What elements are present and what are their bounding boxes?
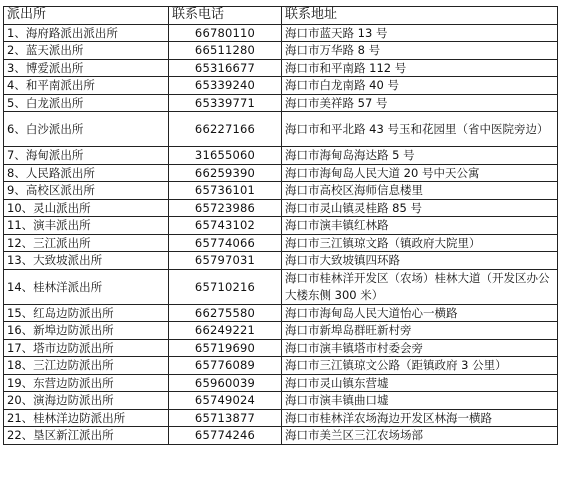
phone-number: 65774246 xyxy=(169,427,282,445)
station-address: 海口市蓝天路 13 号 xyxy=(282,24,558,42)
station-name: 18、三江边防派出所 xyxy=(4,357,169,375)
phone-number: 65316677 xyxy=(169,59,282,77)
station-address: 海口市万华路 8 号 xyxy=(282,42,558,60)
phone-number: 65774066 xyxy=(169,234,282,252)
phone-number: 66780110 xyxy=(169,24,282,42)
table-row xyxy=(4,112,558,147)
table-row xyxy=(4,252,558,270)
phone-number: 65723986 xyxy=(169,199,282,217)
phone-number: 65719690 xyxy=(169,339,282,357)
phone-number: 65339771 xyxy=(169,94,282,112)
phone-number: 65339240 xyxy=(169,77,282,95)
table-row xyxy=(4,42,558,60)
table-row xyxy=(4,374,558,392)
station-name: 9、高校区派出所 xyxy=(4,182,169,200)
station-name: 21、桂林洋边防派出所 xyxy=(4,409,169,427)
station-address: 海口市演丰镇塔市村委会旁 xyxy=(282,339,558,357)
table-row xyxy=(4,199,558,217)
station-address: 海口市三江镇琼文路（镇政府大院里） xyxy=(282,234,558,252)
phone-number: 65797031 xyxy=(169,252,282,270)
table-row xyxy=(4,304,558,322)
phone-number: 66259390 xyxy=(169,164,282,182)
table-row xyxy=(4,147,558,165)
table-row xyxy=(4,269,558,304)
table-row xyxy=(4,24,558,42)
phone-number: 66275580 xyxy=(169,304,282,322)
table-row xyxy=(4,322,558,340)
station-name: 17、塔市边防派出所 xyxy=(4,339,169,357)
station-name: 20、演海边防派出所 xyxy=(4,392,169,410)
header-row xyxy=(4,7,558,25)
table-row xyxy=(4,59,558,77)
station-address: 海口市新埠岛群旺新村旁 xyxy=(282,322,558,340)
phone-number: 65736101 xyxy=(169,182,282,200)
station-address: 海口市桂林洋开发区（农场）桂林大道（开发区办公大楼东侧 300 米） xyxy=(282,269,558,304)
station-address: 海口市海甸岛人民大道 20 号中天公寓 xyxy=(282,164,558,182)
phone-number: 65776089 xyxy=(169,357,282,375)
phone-number: 65749024 xyxy=(169,392,282,410)
table-row xyxy=(4,77,558,95)
table-row xyxy=(4,182,558,200)
phone-number: 31655060 xyxy=(169,147,282,165)
table-row xyxy=(4,392,558,410)
station-name: 15、红岛边防派出所 xyxy=(4,304,169,322)
header-address: 联系地址 xyxy=(282,7,558,25)
station-address: 海口市桂林洋农场海边开发区林海一横路 xyxy=(282,409,558,427)
station-name: 5、白龙派出所 xyxy=(4,94,169,112)
station-name: 11、演丰派出所 xyxy=(4,217,169,235)
table-row xyxy=(4,339,558,357)
station-address: 海口市海甸岛人民大道怡心一横路 xyxy=(282,304,558,322)
station-address: 海口市灵山镇灵桂路 85 号 xyxy=(282,199,558,217)
station-address: 海口市美兰区三江农场场部 xyxy=(282,427,558,445)
station-address: 海口市演丰镇红林路 xyxy=(282,217,558,235)
station-name: 22、垦区新江派出所 xyxy=(4,427,169,445)
table-row xyxy=(4,409,558,427)
phone-number: 65713877 xyxy=(169,409,282,427)
station-name: 2、蓝天派出所 xyxy=(4,42,169,60)
phone-number: 66249221 xyxy=(169,322,282,340)
police-station-table xyxy=(3,6,558,445)
table-row xyxy=(4,217,558,235)
phone-number: 65743102 xyxy=(169,217,282,235)
station-name: 1、海府路派出派出所 xyxy=(4,24,169,42)
table-row xyxy=(4,357,558,375)
station-address: 海口市和平南路 112 号 xyxy=(282,59,558,77)
phone-number: 65960039 xyxy=(169,374,282,392)
station-name: 14、桂林洋派出所 xyxy=(4,269,169,304)
station-name: 10、灵山派出所 xyxy=(4,199,169,217)
header-phone: 联系电话 xyxy=(169,7,282,25)
station-address: 海口市美祥路 57 号 xyxy=(282,94,558,112)
table-row xyxy=(4,234,558,252)
station-address: 海口市和平北路 43 号玉和花园里（省中医院旁边） xyxy=(282,112,558,147)
phone-number: 65710216 xyxy=(169,269,282,304)
station-address: 海口市高校区海师信息楼里 xyxy=(282,182,558,200)
station-name: 8、人民路派出所 xyxy=(4,164,169,182)
table-row xyxy=(4,427,558,445)
station-address: 海口市三江镇琼文公路（距镇政府 3 公里） xyxy=(282,357,558,375)
station-name: 7、海甸派出所 xyxy=(4,147,169,165)
station-name: 12、三江派出所 xyxy=(4,234,169,252)
station-name: 4、和平南派出所 xyxy=(4,77,169,95)
phone-number: 66511280 xyxy=(169,42,282,60)
table-row xyxy=(4,164,558,182)
station-address: 海口市海甸岛海达路 5 号 xyxy=(282,147,558,165)
table-row xyxy=(4,94,558,112)
header-station: 派出所 xyxy=(4,7,169,25)
station-address: 海口市灵山镇东营墟 xyxy=(282,374,558,392)
phone-number: 66227166 xyxy=(169,112,282,147)
station-address: 海口市演丰镇曲口墟 xyxy=(282,392,558,410)
station-name: 3、博爱派出所 xyxy=(4,59,169,77)
station-name: 6、白沙派出所 xyxy=(4,112,169,147)
station-address: 海口市大致坡镇四环路 xyxy=(282,252,558,270)
station-name: 19、东营边防派出所 xyxy=(4,374,169,392)
station-address: 海口市白龙南路 40 号 xyxy=(282,77,558,95)
station-name: 13、大致坡派出所 xyxy=(4,252,169,270)
station-name: 16、新埠边防派出所 xyxy=(4,322,169,340)
